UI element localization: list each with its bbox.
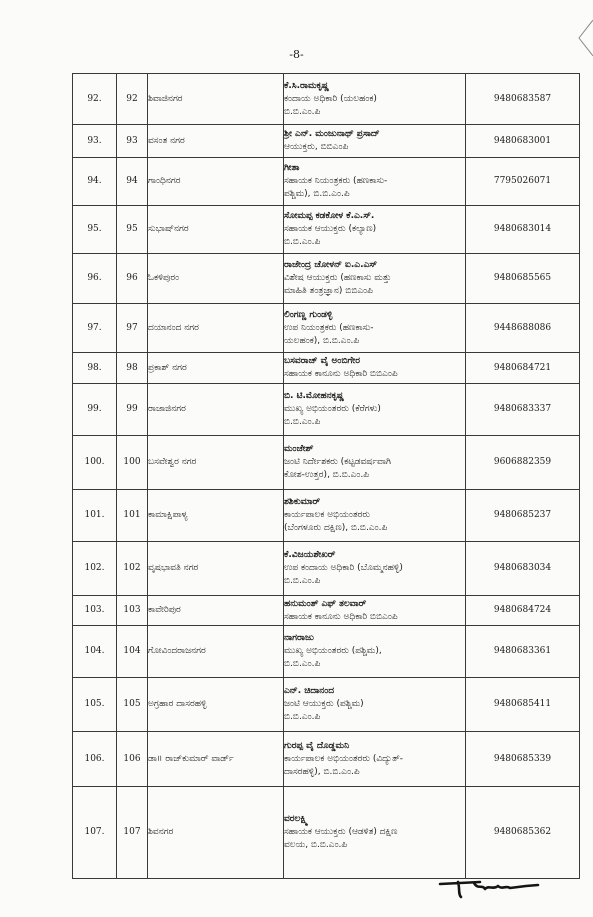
officer-cell (284, 206, 466, 254)
serial-number-cell: 98. (73, 353, 117, 384)
table-row (73, 74, 580, 125)
table-row (73, 384, 580, 436)
officer-cell (284, 596, 466, 626)
table-row (73, 626, 580, 678)
serial-number-cell: 93. (73, 125, 117, 158)
page-corner-mark (575, 20, 593, 60)
officer-name: ಶ್ರೀ ಎನ್. ಮಂಜುನಾಥ್ ಪ್ರಸಾದ್ (284, 129, 380, 139)
phone-number-cell: 9480685565 (466, 254, 580, 304)
ward-number-cell: 101 (117, 490, 148, 542)
table-body (73, 74, 580, 879)
officer-designation: ಸಹಾಯಕ ಕಾನೂನು ಅಧಿಕಾರಿ ಬಿಬಿಎಂಪಿ (284, 369, 398, 379)
table-row (73, 125, 580, 158)
officer-designation: ಕಂದಾಯ ಅಧಿಕಾರಿ (ಯಲಹಂಕ) ಬಿ.ಬಿ.ಎಂ.ಪಿ (284, 93, 377, 117)
phone-number-cell: 9480683587 (466, 74, 580, 125)
phone-number-cell: 9480684724 (466, 596, 580, 626)
ward-name-cell: ಡಾ॥ ರಾಜ್‌ಕುಮಾರ್ ವಾರ್ಡ್ (148, 732, 284, 787)
officer-name: ಸೋಮಪ್ಪ ಕಡಕೋಳ ಕೆ.ಎ.ಸ್. (284, 211, 375, 221)
officer-cell (284, 74, 466, 125)
officer-name: ಎನ್. ಚಿದಾನಂದ (284, 686, 335, 696)
officer-designation: ಸಹಾಯಕ ಆಯುಕ್ತರು (ಕಲ್ಯಾಣ) ಬಿ.ಬಿ.ಎಂ.ಪಿ (284, 224, 377, 247)
serial-number-cell: 102. (73, 542, 117, 596)
ward-number-cell: 105 (117, 678, 148, 732)
ward-name-cell: ಗಾಂಧಿನಗರ (148, 158, 284, 206)
serial-number-cell: 107. (73, 787, 117, 879)
table-row (73, 254, 580, 304)
table-row (73, 353, 580, 384)
phone-number-cell: 9480684721 (466, 353, 580, 384)
phone-number-cell: 9480685237 (466, 490, 580, 542)
officer-name: ರಾಜೇಂದ್ರ ಚೋಳನ್ ಐ.ಎ.ಎಸ್ (284, 260, 377, 270)
phone-number-cell: 7795026071 (466, 158, 580, 206)
ward-name-cell: ಕಾಮಾಕ್ಷಿಪಾಳ್ಯ (148, 490, 284, 542)
ward-name-cell: ಸುಭಾಷ್‌ನಗರ (148, 206, 284, 254)
phone-number-cell: 9480685411 (466, 678, 580, 732)
officer-designation: ಜಂಟಿ ನಿರ್ದೇಶಕರು (ಕಟ್ಟಡವರ್ಷವಾಗಿ ಕೋಶ-ಉತ್ತರ), ಬಿ.ಬಿ.ಎಂ.ಪಿ (284, 457, 391, 480)
page-number: -8- (289, 48, 304, 61)
table-row (73, 542, 580, 596)
ward-name-cell: ರಾಜಾಜಿನಗರ (148, 384, 284, 436)
officer-cell (284, 304, 466, 353)
ward-number-cell: 99 (117, 384, 148, 436)
phone-number-cell: 9480685362 (466, 787, 580, 879)
officer-designation: ಮುಖ್ಯ ಅಭಿಯಂತರರು (ಕೆರೆಗಳು) ಬಿ.ಬಿ.ಎಂ.ಪಿ (284, 404, 381, 427)
officer-cell (284, 158, 466, 206)
officer-designation: ಉಪ ನಿಯಂತ್ರಕರು (ಹಣಕಾಸು- ಯಲಹಂಕ), ಬಿ.ಬಿ.ಎಂ.ಪಿ (284, 322, 374, 346)
serial-number-cell: 100. (73, 436, 117, 490)
officer-name: ಹನುಮಂತ್ ಎಫ್ ತಲವಾರ್ (284, 598, 367, 609)
ward-name-cell: ಪ್ರಕಾಶ್ ನಗರ (148, 353, 284, 384)
serial-number-cell: 106. (73, 732, 117, 787)
officer-name: ಗುರಪ್ಪ ವೈ ದೊಡ್ಡಮನಿ (284, 740, 350, 751)
officer-designation: ಉಪ ಕಂದಾಯ ಅಧಿಕಾರಿ (ಬೊಮ್ಮನಹಳ್ಳಿ) ಬಿ.ಬಿ.ಎಂ.ಪಿ (284, 563, 403, 586)
serial-number-cell: 105. (73, 678, 117, 732)
officer-designation: ಸಹಾಯಕ ನಿಯಂತ್ರಕರು (ಹಣಕಾಸು- ಪಶ್ಚಿಮ), ಬಿ.ಬಿ.ಎಂ.ಪಿ (284, 176, 388, 199)
ward-name-cell: ಶಿವನಗರ (148, 787, 284, 879)
officer-name: ಬಸವರಾಜ್ ವೈ ಅಂಬಿಗೇರ (284, 356, 361, 366)
ward-name-cell: ಕಾವೇರಿಪುರ (148, 596, 284, 626)
serial-number-cell: 92. (73, 74, 117, 125)
officer-name: ಕೆ.ವಿಜಯಶೇಖರ್ (284, 550, 336, 560)
ward-name-cell: ವೃಷಭಾವತಿ ನಗರ (148, 542, 284, 596)
phone-number-cell: 9480683014 (466, 206, 580, 254)
ward-number-cell: 107 (117, 787, 148, 879)
serial-number-cell: 99. (73, 384, 117, 436)
officer-designation: ಮುಖ್ಯ ಅಭಿಯಂತರರು (ಪಶ್ಚಿಮ), ಬಿ.ಬಿ.ಎಂ.ಪಿ (284, 646, 382, 669)
ward-number-cell: 95 (117, 206, 148, 254)
table-row (73, 158, 580, 206)
officer-name: ಕೆ.ಸಿ.ರಾಮಕೃಷ್ಣ (284, 80, 330, 91)
ward-number-cell: 97 (117, 304, 148, 353)
phone-number-cell: 9480683337 (466, 384, 580, 436)
serial-number-cell: 94. (73, 158, 117, 206)
serial-number-cell: 95. (73, 206, 117, 254)
officer-cell (284, 787, 466, 879)
ward-name-cell: ವಸಂತ ನಗರ (148, 125, 284, 158)
officer-cell (284, 732, 466, 787)
ward-number-cell: 93 (117, 125, 148, 158)
officer-designation: ಆಯುಕ್ತರು, ಬಿಬಿಎಂಪಿ (284, 142, 349, 152)
table-row (73, 732, 580, 787)
phone-number-cell: 9448688086 (466, 304, 580, 353)
phone-number-cell: 9480683034 (466, 542, 580, 596)
ward-number-cell: 98 (117, 353, 148, 384)
officer-cell (284, 436, 466, 490)
table-row (73, 596, 580, 626)
officer-designation: ಕಾರ್ಯಪಾಲಕ ಅಭಿಯಂತರರು (ವಿದ್ಯುತ್- ದಾಸರಹಳ್ಳಿ), ಬಿ.ಬಿ.ಎಂ.ಪಿ (284, 753, 404, 777)
officer-name: ಲಿಂಗಣ್ಣ ಗುಂಡಳ್ಳಿ (284, 309, 333, 320)
ward-name-cell: ಶಿವಾಜಿನಗರ (148, 74, 284, 125)
ward-name-cell: ಓಕಳಿಪುರಂ (148, 254, 284, 304)
officer-name: ವರಲಕ್ಷ್ಮಿ (284, 814, 309, 824)
ward-number-cell: 103 (117, 596, 148, 626)
ward-number-cell: 94 (117, 158, 148, 206)
officer-cell (284, 353, 466, 384)
ward-number-cell: 102 (117, 542, 148, 596)
serial-number-cell: 101. (73, 490, 117, 542)
officer-cell (284, 490, 466, 542)
officer-name: ಗೀತಾ (284, 163, 300, 173)
officer-cell (284, 254, 466, 304)
officer-designation: ಸಹಾಯಕ ಕಾನೂನು ಅಧಿಕಾರಿ ಬಿಬಿಎಂಪಿ (284, 611, 398, 622)
officer-name: ಮಂಜೇಶ್ (284, 444, 314, 454)
officer-designation: ಸಹಾಯಕ ಆಯುಕ್ತರು (ಆಡಳಿತ) ದಕ್ಷಿಣ ವಲಯ, ಬಿ.ಬಿ.ಎಂ.ಪಿ (284, 827, 398, 850)
officer-name: ಶಶಿಕುಮಾರ್ (284, 497, 321, 507)
ward-number-cell: 104 (117, 626, 148, 678)
officer-cell (284, 125, 466, 158)
table-row (73, 304, 580, 353)
phone-number-cell: 9480685339 (466, 732, 580, 787)
table-row (73, 206, 580, 254)
officer-cell (284, 626, 466, 678)
phone-number-cell: 9606882359 (466, 436, 580, 490)
officer-cell (284, 678, 466, 732)
table-row (73, 490, 580, 542)
officer-designation: ಜಂಟಿ ಆಯುಕ್ತರು (ಪಶ್ಚಿಮ) ಬಿ.ಬಿ.ಎಂ.ಪಿ (284, 699, 364, 722)
ward-name-cell: ದಯಾನಂದ ನಗರ (148, 304, 284, 353)
officer-name: ನಾಗರಾಜು (284, 633, 314, 643)
ward-name-cell: ಗೋವಿಂದರಾಜನಗರ (148, 626, 284, 678)
signature (438, 872, 543, 902)
serial-number-cell: 97. (73, 304, 117, 353)
officer-designation: ವಿಶೇಷ ಆಯುಕ್ತರು (ಹಣಕಾಸು ಮತ್ತು ಮಾಹಿತಿ ತಂತ್ರಜ್ಞಾನ) ಬಿಬಿಎಂಪಿ (284, 273, 392, 296)
ward-name-cell: ಬಸವೇಶ್ವರ ನಗರ (148, 436, 284, 490)
serial-number-cell: 103. (73, 596, 117, 626)
phone-number-cell: 9480683001 (466, 125, 580, 158)
table-row (73, 678, 580, 732)
officer-cell (284, 542, 466, 596)
ward-name-cell: ಅಗ್ರಹಾರ ದಾಸರಹಳ್ಳಿ (148, 678, 284, 732)
table-row (73, 787, 580, 879)
officer-name: ಬಿ. ಟಿ.ಮೋಹನಕೃಷ್ಣ (284, 391, 345, 401)
ward-number-cell: 100 (117, 436, 148, 490)
phone-number-cell: 9480683361 (466, 626, 580, 678)
ward-number-cell: 96 (117, 254, 148, 304)
serial-number-cell: 104. (73, 626, 117, 678)
officer-cell (284, 384, 466, 436)
officer-designation: ಕಾರ್ಯಪಾಲಕ ಅಭಿಯಂತರರು (ಬೆಂಗಳೂರು ದಕ್ಷಿಣ), ಬಿ.ಬಿ.ಎಂ.ಪಿ (284, 510, 388, 533)
serial-number-cell: 96. (73, 254, 117, 304)
table-row (73, 436, 580, 490)
officer-assignment-table (72, 73, 580, 879)
ward-number-cell: 106 (117, 732, 148, 787)
ward-number-cell: 92 (117, 74, 148, 125)
